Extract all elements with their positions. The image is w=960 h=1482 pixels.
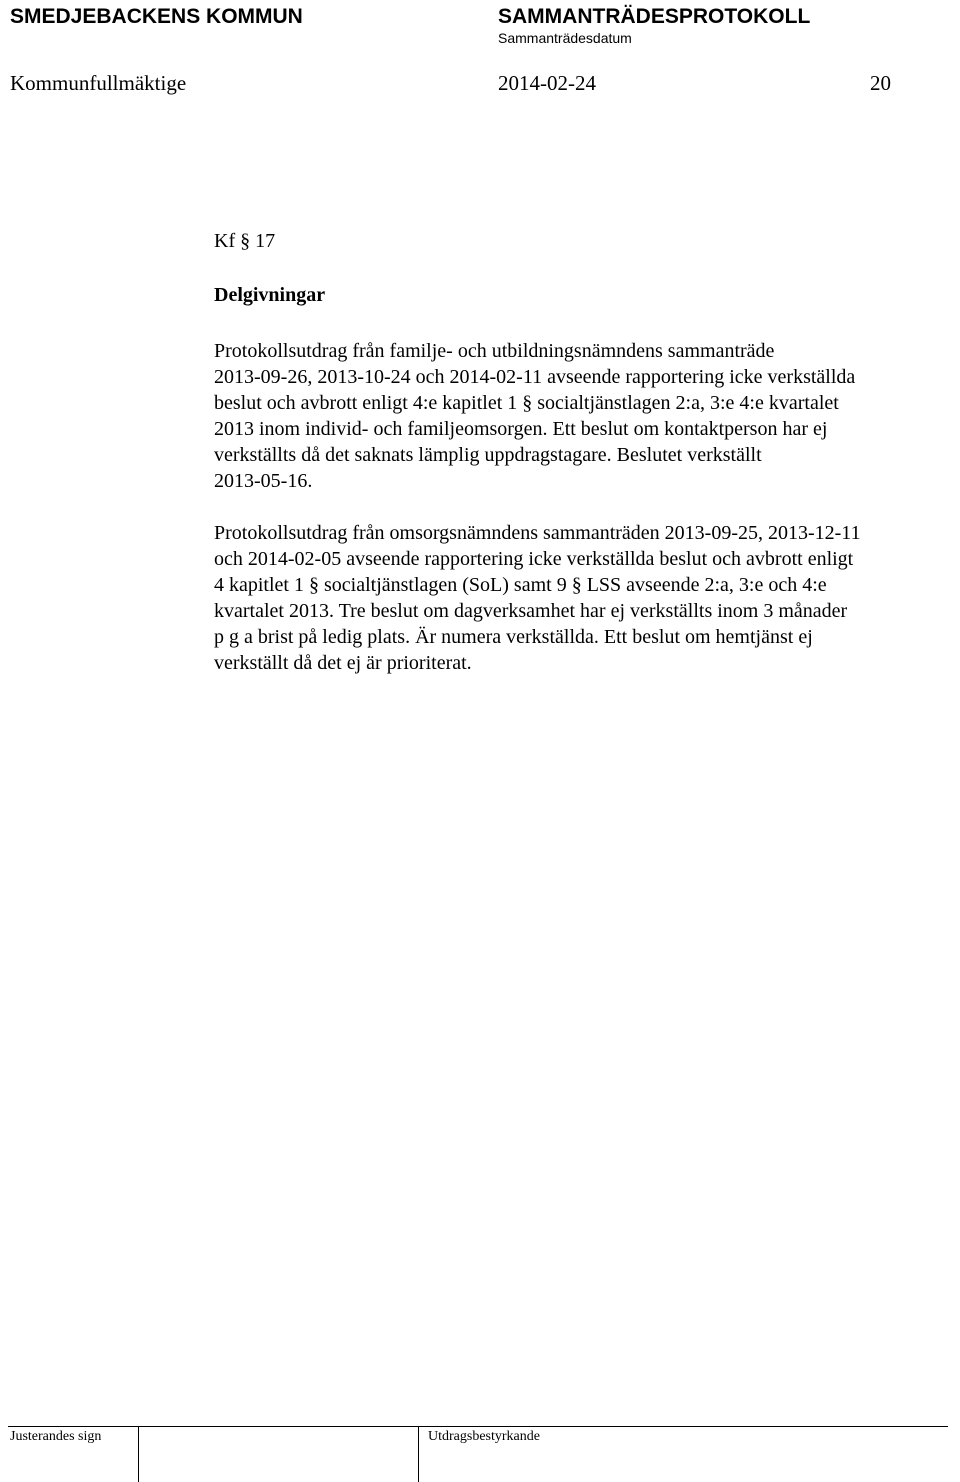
signature-label: Justerandes sign bbox=[10, 1429, 102, 1444]
paragraph-line: 2013-05-16. bbox=[214, 470, 313, 492]
meeting-body: Kommunfullmäktige bbox=[10, 71, 187, 95]
document-type: SAMMANTRÄDESPROTOKOLL bbox=[498, 5, 811, 28]
paragraph-line: verkställts då det saknats lämplig uppdragstagare. Beslutet verkställt bbox=[214, 444, 762, 466]
paragraph-line: p g a brist på ledig plats. Är numera verkställda. Ett beslut om hemtjänst ej bbox=[214, 626, 813, 648]
subject-heading: Delgivningar bbox=[214, 284, 326, 306]
paragraph-id: Kf § 17 bbox=[214, 230, 276, 252]
paragraph-line: 2013-09-26, 2013-10-24 och 2014-02-11 avseende rapportering icke verkställda bbox=[214, 366, 856, 388]
meeting-date: 2014-02-24 bbox=[498, 71, 596, 95]
paragraph-line: Protokollsutdrag från familje- och utbildningsnämndens sammanträde bbox=[214, 340, 775, 362]
certification-label: Utdragsbestyrkande bbox=[428, 1429, 540, 1444]
paragraph-line: beslut och avbrott enligt 4:e kapitlet 1 § socialtjänstlagen 2:a, 3:e 4:e kvartalet bbox=[214, 392, 839, 414]
footer-rule bbox=[8, 1426, 948, 1427]
footer-divider bbox=[418, 1427, 419, 1482]
paragraph-line: 2013 inom individ- och familjeomsorgen. Ett beslut om kontaktperson har ej bbox=[214, 418, 828, 440]
paragraph-line: kvartalet 2013. Tre beslut om dagverksamhet har ej verkställts inom 3 månader bbox=[214, 600, 848, 622]
paragraph-line: 4 kapitlet 1 § socialtjänstlagen (SoL) samt 9 § LSS avseende 2:a, 3:e och 4:e bbox=[214, 574, 827, 596]
paragraph-line: Protokollsutdrag från omsorgsnämndens sammanträden 2013-09-25, 2013-12-11 bbox=[214, 522, 861, 544]
document-body bbox=[214, 228, 958, 702]
body-paragraph bbox=[214, 338, 958, 494]
organization-name: SMEDJEBACKENS KOMMUN bbox=[10, 5, 303, 28]
page-number: 20 bbox=[870, 71, 891, 95]
paragraph-line: och 2014-02-05 avseende rapportering icke verkställda beslut och avbrott enligt bbox=[214, 548, 854, 570]
paragraph-line: verkställt då det ej är prioriterat. bbox=[214, 652, 472, 674]
footer-divider bbox=[138, 1427, 139, 1482]
meeting-date-label: Sammanträdesdatum bbox=[498, 30, 632, 46]
body-paragraph bbox=[214, 520, 958, 676]
